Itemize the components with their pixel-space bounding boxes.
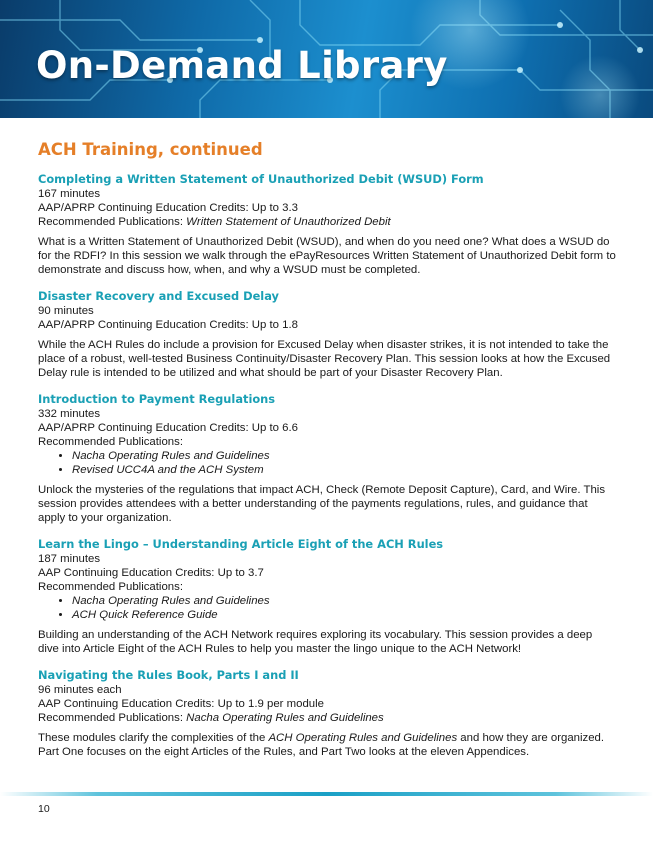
publications-list (38, 449, 616, 477)
description-text: and how they are organized. Part One focuses on the eight Articles of the Rules, and Part Two looks at the eleven Appendices. (38, 731, 605, 758)
publications-label: Recommended Publications: (38, 580, 183, 593)
course-duration: 90 minutes (38, 304, 94, 317)
course-publications (38, 215, 616, 229)
publication-title: Nacha Operating Rules and Guidelines (186, 711, 384, 724)
course-entry-disaster-recovery (38, 289, 616, 380)
course-description: While the ACH Rules do include a provision for Excused Delay when disaster strikes, it is not intended to take the place of a robust, well-tested Business Continuity/Disaster Recovery Plan. This session looks at how the Excused Delay rule is intended to be utilized and what should be part of your Disaster Recovery Plan. (38, 338, 611, 380)
course-description: Building an understanding of the ACH Network requires exploring its vocabulary. This session provides a deep dive into Article Eight of the ACH Rules to help you master the lingo unique to the ACH Network! (38, 628, 593, 656)
description-text: These modules clarify the complexities of the (38, 731, 269, 744)
publications-label: Recommended Publications: (38, 435, 183, 448)
publication-item: • Nacha Operating Rules and Guidelines (72, 594, 616, 608)
publication-title: Written Statement of Unauthorized Debit (186, 215, 391, 228)
course-credits: AAP Continuing Education Credits: Up to 3.7 (38, 566, 264, 579)
page-number: 10 (38, 803, 50, 815)
course-credits: AAP Continuing Education Credits: Up to 1.9 per module (38, 697, 324, 710)
course-entry-learn-the-lingo (38, 537, 616, 656)
course-entry-wsud (38, 172, 616, 277)
course-description: What is a Written Statement of Unauthorized Debit (WSUD), and when do you need one? What does a WSUD do for the RDFI? In this session we walk through the ePayResources Written Statement of Unauthorized Debit form to demonstrate and discuss how, when, and why a WSUD must be completed. (38, 235, 616, 276)
publication-item: • Revised UCC4A and the ACH System (72, 463, 616, 477)
header-banner (0, 0, 653, 118)
course-duration: 332 minutes (38, 407, 101, 420)
course-title: Disaster Recovery and Excused Delay (38, 289, 279, 304)
course-title: Navigating the Rules Book, Parts I and II (38, 668, 299, 683)
course-duration: 96 minutes each (38, 683, 122, 696)
description-emphasis: ACH Operating Rules and Guidelines (268, 731, 458, 744)
course-entry-payment-regulations (38, 392, 616, 525)
course-credits: AAP/APRP Continuing Education Credits: Up to 1.8 (38, 318, 299, 331)
course-duration: 167 minutes (38, 187, 101, 200)
course-title: Completing a Written Statement of Unauthorized Debit (WSUD) Form (38, 172, 484, 186)
course-description: Unlock the mysteries of the regulations that impact ACH, Check (Remote Deposit Capture), Card, and Wire. This session provides attendees with a better understanding of the payments regulations, rules, and guidance that apply to your organization. (38, 483, 606, 525)
publications-label: Recommended Publications: (38, 711, 187, 724)
course-publications (38, 711, 616, 725)
course-duration: 187 minutes (38, 552, 101, 565)
section-title: ACH Training, continued (38, 140, 263, 159)
course-entry-rules-book (38, 668, 616, 759)
page-title: On-Demand Library (36, 44, 448, 87)
course-description (38, 731, 616, 759)
publications-list (38, 594, 616, 622)
publication-item: • Nacha Operating Rules and Guidelines (72, 449, 616, 463)
footer-divider (0, 792, 653, 796)
course-credits: AAP/APRP Continuing Education Credits: Up to 6.6 (38, 421, 299, 434)
course-credits: AAP/APRP Continuing Education Credits: Up to 3.3 (38, 201, 299, 214)
course-title: Learn the Lingo – Understanding Article Eight of the ACH Rules (38, 537, 444, 552)
main-content (38, 140, 616, 771)
course-title: Introduction to Payment Regulations (38, 392, 276, 407)
publication-item: • ACH Quick Reference Guide (72, 608, 616, 622)
publications-label: Recommended Publications: (38, 215, 187, 228)
